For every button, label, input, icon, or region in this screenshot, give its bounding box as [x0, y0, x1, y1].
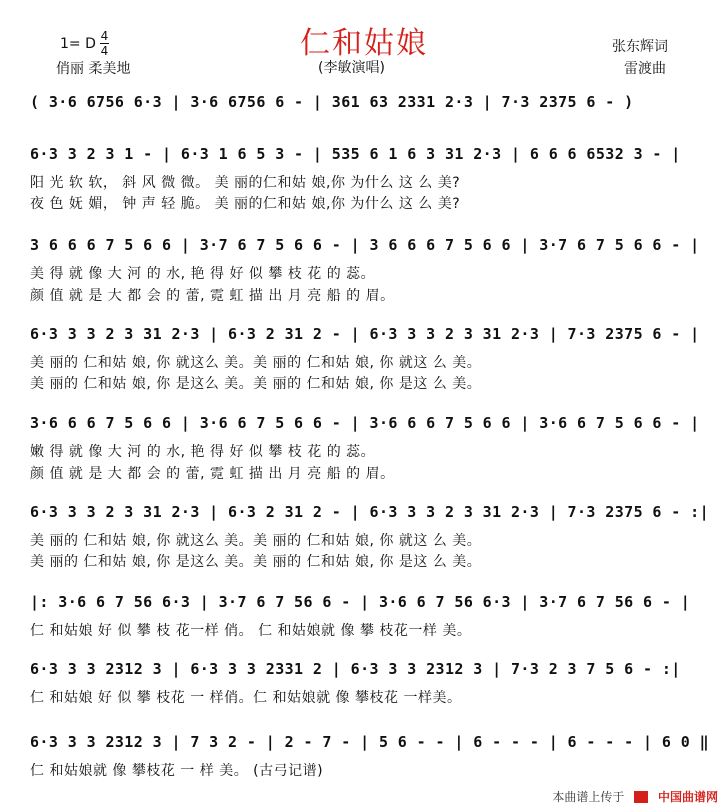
staff-line-2-lyric-1: 阳 光 软 软， 斜 风 微 微。 美 丽的仁和姑 娘,你 为什么 这 么 美?	[30, 175, 461, 191]
singer-credit: (李敏演唱)	[318, 60, 385, 76]
staff-line-3-notes: 3 6 6 6 7 5 6 6 | 3·7 6 7 5 6 6 - | 3 6 6 6 7 5 6 6 | 3·7 6 7 5 6 6 - |	[30, 236, 700, 254]
staff-line-3-lyric-1: 美 得 就 像 大 河 的 水, 艳 得 好 似 攀 枝 花 的 蕊。	[30, 266, 376, 282]
staff-line-4-lyric-1: 美 丽的 仁和姑 娘, 你 就这么 美。美 丽的 仁和姑 娘, 你 就这 么 美。	[30, 355, 482, 371]
expression-marking: 俏丽 柔美地	[56, 61, 131, 77]
time-denominator: 4	[100, 44, 109, 58]
staff-line-7-lyric-1: 仁 和姑娘 好 似 攀 枝 花一样 俏。 仁 和姑娘就 像 攀 枝花一样 美。	[30, 623, 472, 639]
time-signature	[100, 30, 109, 57]
site-logo-icon	[634, 791, 648, 803]
footer-brand: 中国曲谱网	[657, 790, 718, 804]
key-signature: 1= D	[60, 36, 96, 52]
footer-credit	[552, 788, 718, 805]
staff-line-9-notes: 6·3 3 3 2312 3 | 7 3 2 - | 2 - 7 - | 5 6 - - | 6 - - - | 6 - - - | 6 0 ‖	[30, 733, 710, 751]
staff-line-4-lyric-2: 美 丽的 仁和姑 娘, 你 是这么 美。美 丽的 仁和姑 娘, 你 是这 么 美。	[30, 376, 482, 392]
staff-line-2-notes: 6·3 3 2 3 1 - | 6·3 1 6 5 3 - | 535 6 1 6 3 31 2·3 | 6 6 6 6532 3 - |	[30, 145, 681, 163]
staff-line-6-notes: 6·3 3 3 2 3 31 2·3 | 6·3 2 31 2 - | 6·3 3 3 2 3 31 2·3 | 7·3 2375 6 - :|	[30, 503, 710, 521]
staff-line-5-notes: 3·6 6 6 7 5 6 6 | 3·6 6 7 5 6 6 - | 3·6 6 6 7 5 6 6 | 3·6 6 7 5 6 6 - |	[30, 414, 700, 432]
staff-line-5-lyric-1: 嫩 得 就 像 大 河 的 水, 艳 得 好 似 攀 枝 花 的 蕊。	[30, 444, 376, 460]
staff-line-7-notes: |: 3·6 6 7 56 6·3 | 3·7 6 7 56 6 - | 3·6 6 7 56 6·3 | 3·7 6 7 56 6 - |	[30, 593, 691, 611]
time-numerator: 4	[100, 29, 109, 43]
staff-line-9-lyric-1: 仁 和姑娘就 像 攀枝花 一 样 美。 (古弓记谱)	[30, 763, 324, 779]
composer-credit: 雷渡曲	[624, 61, 666, 77]
staff-line-6-lyric-2: 美 丽的 仁和姑 娘, 你 是这么 美。美 丽的 仁和姑 娘, 你 是这 么 美。	[30, 554, 482, 570]
page-title: 仁和姑娘	[300, 26, 428, 61]
footer-upload-text: 本曲谱上传于	[552, 790, 625, 804]
staff-line-1-notes: ( 3·6 6756 6·3 | 3·6 6756 6 - | 361 63 2331 2·3 | 7·3 2375 6 - )	[30, 93, 634, 111]
staff-line-3-lyric-2: 颜 值 就 是 大 都 会 的 蕾, 霓 虹 描 出 月 亮 船 的 眉。	[30, 288, 395, 304]
staff-line-5-lyric-2: 颜 值 就 是 大 都 会 的 蕾, 霓 虹 描 出 月 亮 船 的 眉。	[30, 466, 395, 482]
staff-line-6-lyric-1: 美 丽的 仁和姑 娘, 你 就这么 美。美 丽的 仁和姑 娘, 你 就这 么 美。	[30, 533, 482, 549]
lyricist-credit: 张东辉词	[612, 39, 668, 55]
staff-line-4-notes: 6·3 3 3 2 3 31 2·3 | 6·3 2 31 2 - | 6·3 3 3 2 3 31 2·3 | 7·3 2375 6 - |	[30, 325, 700, 343]
staff-line-8-notes: 6·3 3 3 2312 3 | 6·3 3 3 2331 2 | 6·3 3 3 2312 3 | 7·3 2 3 7 5 6 - :|	[30, 660, 681, 678]
staff-line-2-lyric-2: 夜 色 妩 媚， 钟 声 轻 脆。 美 丽的仁和姑 娘,你 为什么 这 么 美?	[30, 196, 461, 212]
staff-line-8-lyric-1: 仁 和姑娘 好 似 攀 枝花 一 样俏。仁 和姑娘就 像 攀枝花 一样美。	[30, 690, 462, 706]
